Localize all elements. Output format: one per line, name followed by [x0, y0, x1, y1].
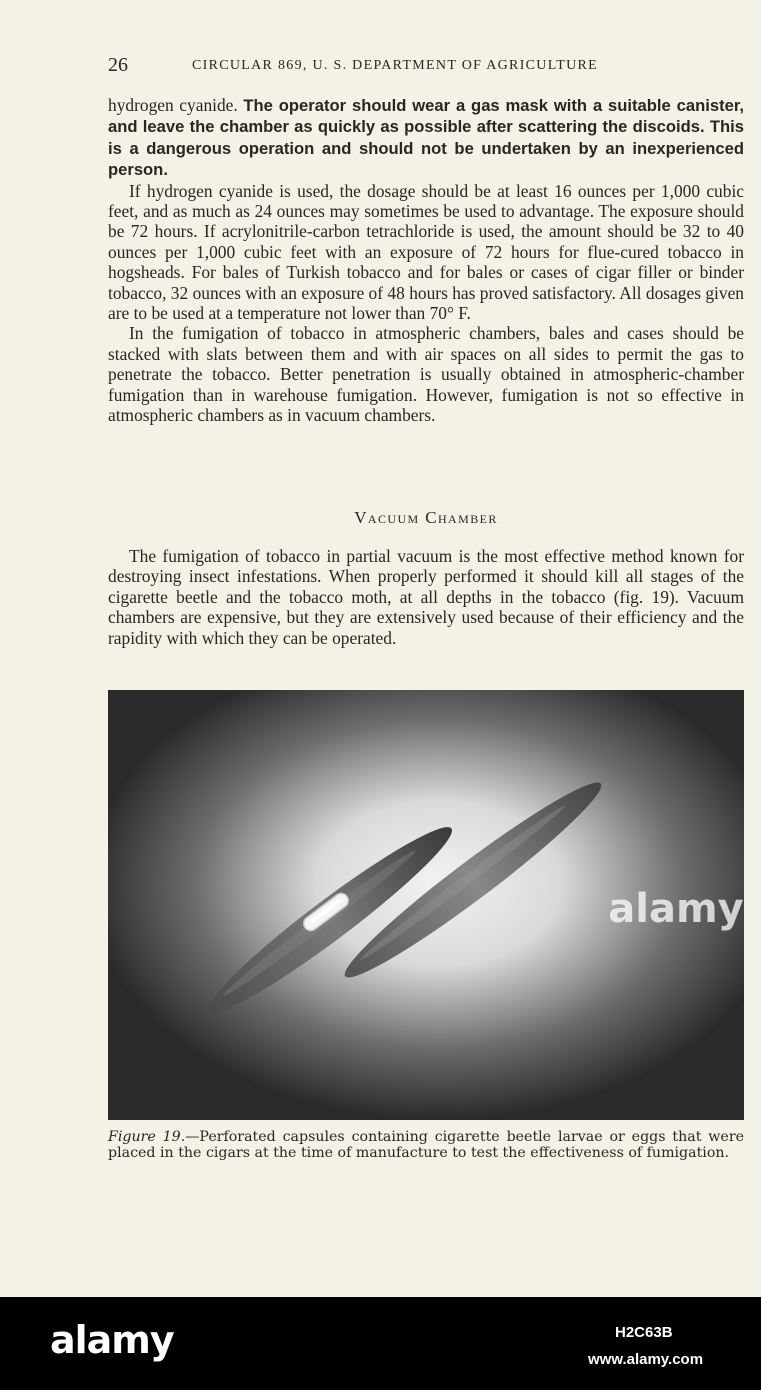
figure-caption [108, 1129, 744, 1162]
paragraph-atmospheric: In the fumigation of tobacco in atmospheric chambers, bales and cases should be stacked with slats between them and with air spaces on all sides to permit the gas to penetrate the tobacco. Better penetration is usually obtained in atmospheric-chamber fumigation than in warehouse fumigation. However, fumigation is not so effective in atmospheric chambers as in vacuum chambers. [108, 323, 744, 426]
warning-bold-text: The operator should wear a gas mask with a suitable canister, and leave the chamber as quickly as possible after scattering the discoids. This is a dangerous operation and should not be undertaken by an inexperienced person. [108, 96, 744, 180]
paragraph-vacuum: The fumigation of tobacco in partial vacuum is the most effective method known for destroying insect infestations. When properly performed it should kill all stages of the cigarette beetle and the tobacco moth, at all depths in the tobacco (fig. 19). Vacuum chambers are expensive, but they are extensively used because of their efficiency and the rapidity with which they can be operated. [108, 546, 744, 648]
brand-logo: alamy [50, 1318, 174, 1362]
figure-watermark: alamy [608, 886, 744, 932]
paragraph-dosage: If hydrogen cyanide is used, the dosage should be at least 16 ounces per 1,000 cubic feet, and as much as 24 ounces may sometimes be used to advantage. The exposure should be 72 hours. If acrylonitrile-carbon tetrachloride is used, the amount should be 32 to 40 ounces per 1,000 cubic feet with an exposure of 72 hours for flue-cured tobacco in hogsheads. For bales of Turkish tobacco and for bales or cases of cigar filler or binder tobacco, 32 ounces with an exposure of 48 hours has proved satisfactory. All dosages given are to be used at a temperature not lower than 70° F. [108, 180, 744, 324]
body-text-top [108, 95, 744, 426]
section-heading: Vacuum Chamber [354, 508, 498, 527]
site-url: www.alamy.com [588, 1351, 704, 1368]
warning-lead-text: hydrogen cyanide. [108, 95, 238, 115]
body-text-vacuum [108, 546, 744, 648]
running-title: CIRCULAR 869, U. S. DEPARTMENT OF AGRICULTURE [192, 58, 599, 73]
running-header [108, 54, 744, 78]
caption-text: —Perforated capsules containing cigarette beetle larvae or eggs that were placed in the cigars at the time of manufacture to test the effectiveness of fumigation. [108, 1129, 745, 1162]
paragraph-warning [108, 95, 744, 181]
figure-photo [108, 690, 744, 1120]
page-number: 26 [108, 54, 128, 76]
image-id: H2C63B [615, 1324, 673, 1341]
cigars-photo [108, 690, 744, 1120]
caption-label: Figure 19. [108, 1129, 186, 1145]
